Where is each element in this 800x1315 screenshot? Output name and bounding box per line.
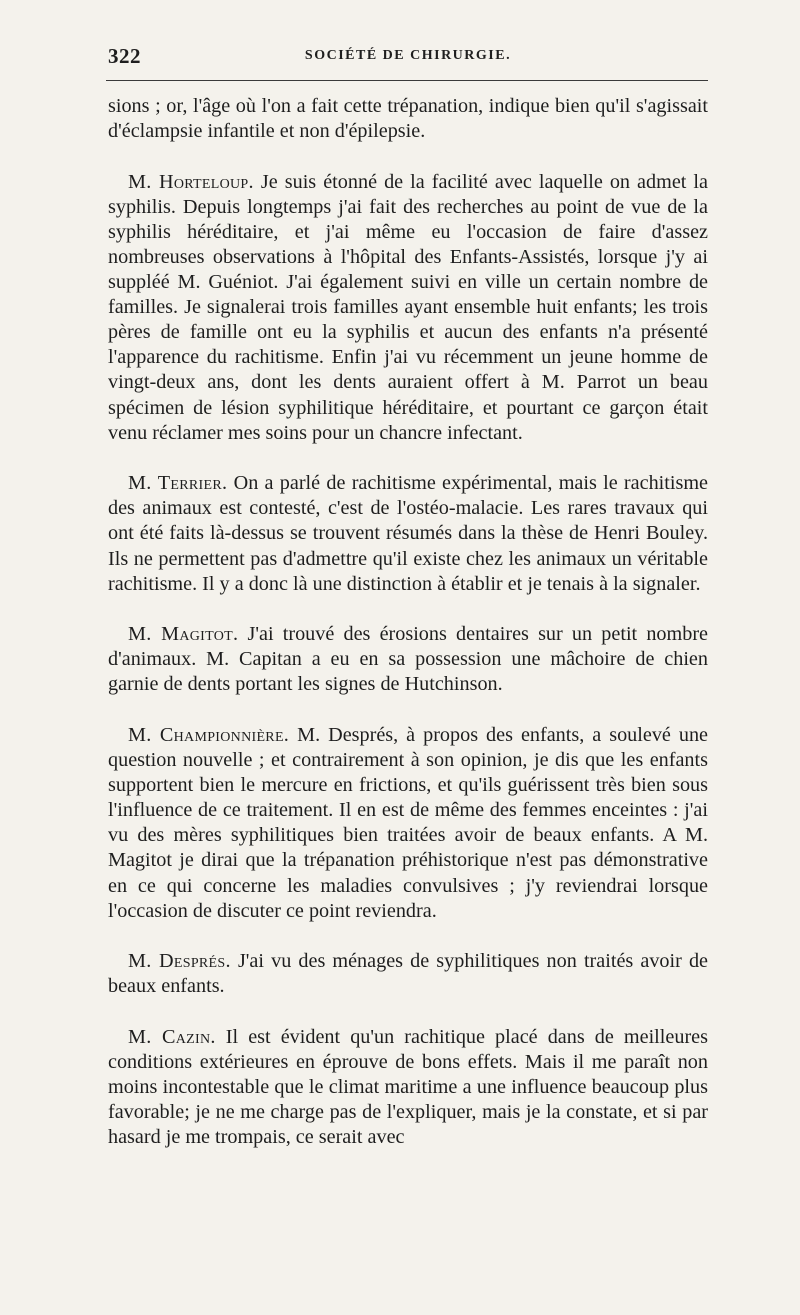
speaker-name: M. Championnière. [128,723,290,746]
running-header [108,44,708,70]
paragraph-magitot [108,622,708,697]
speaker-name: M. Cazin. [128,1025,216,1048]
speaker-name: M. Després. [128,950,231,973]
header-rule [106,80,708,81]
paragraph-text: sions ; or, l'âge où l'on a fait cette trépanation, indique bien qu'il s'agissait d'éclampsie infantile et non d'épilepsie. [108,95,708,143]
paragraph-text: On a parlé de rachitisme expérimental, mais le rachitisme des animaux est contesté, c'est de l'ostéo-malacie. Les rares travaux qui ont été faits là-dessus se trouvent résumés dans la thèse de Henri Bouley. Ils ne permettent pas d'admettre qu'il existe chez les animaux un véritable rachitisme. Il y a donc là une distinction à établir et je tenais à la signaler. [108,472,709,595]
paragraph-text: J'ai vu des ménages de syphilitiques non traités avoir de beaux enfants. [108,950,708,998]
speaker-name: M. Horteloup. [128,170,254,193]
paragraph-text: Il est évident qu'un rachitique placé dans de meilleures conditions extérieures en éprouve de bons effets. Mais il me paraît non moins incontestable que le climat maritime a une influence beaucoup plus favorable; je ne me charge pas de l'expliquer, mais je la constate, et si par hasard je me trompais, ce serait avec [108,1025,708,1149]
page-number: 322 [108,44,141,68]
speaker-name: M. Magitot. [128,623,239,646]
paragraph-championniere [108,723,708,924]
running-title: SOCIÉTÉ DE CHIRURGIE. [304,48,512,63]
paragraph-despres [108,949,708,999]
paragraph-text: J'ai trouvé des érosions dentaires sur un petit nombre d'animaux. M. Capitan a eu en sa possession une mâchoire de chien garnie de dents portant les signes de Hutchinson. [108,623,709,696]
speaker-name: M. Terrier. [128,472,228,495]
body-text [108,94,708,1150]
paragraph-horteloup [108,170,708,446]
paragraph-text: M. Després, à propos des enfants, a soulevé une question nouvelle ; et contrairement à son opinion, je dis que les enfants supportent bien le mercure en frictions, et qu'ils guérissent très bien sous l'influence de ce traitement. Il en est de même des femmes enceintes : j'ai vu des mères syphilitiques bien traitées avoir de beaux enfants. A M. Magitot je dirai que la trépanation préhistorique n'est pas démonstrative en ce qui concerne les maladies convulsives ; j'y reviendrai lorsque l'occasion de discuter ce point reviendra. [108,723,709,922]
paragraph-continuation [108,94,708,144]
paragraph-cazin [108,1025,708,1150]
paragraph-text: Je suis étonné de la facilité avec laquelle on admet la syphilis. Depuis longtemps j'ai fait des recherches au point de vue de la syphilis héréditaire, et j'ai même eu l'occasion de faire d'assez nombreuses observations à l'hôpital des Enfants-Assistés, lorsque j'y ai suppléé M. Guéniot. J'ai également suivi en ville un certain nombre de familles. Je signalerai trois familles ayant ensemble huit enfants; les trois pères de famille ont eu la syphilis et aucun des enfants n'a présenté l'apparence du rachitisme. Enfin j'ai vu récemment un jeune homme de vingt-deux ans, dont les dents auraient offert à M. Parrot un beau spécimen de lésion syphilitique héréditaire, et pourtant ce garçon était venu réclamer mes soins pour un chancre infectant. [108,170,708,444]
paragraph-terrier [108,471,708,596]
